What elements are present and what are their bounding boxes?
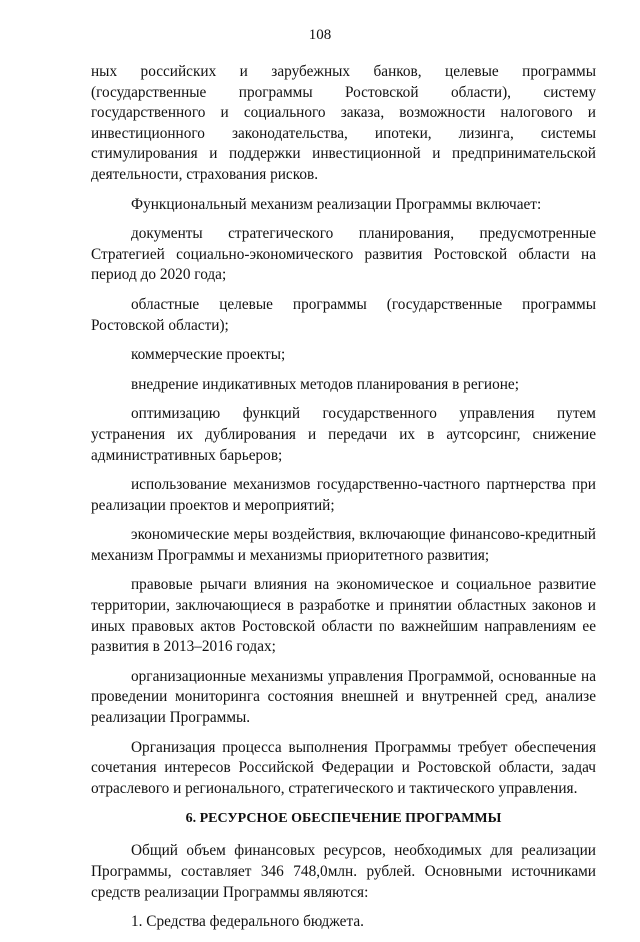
body-paragraph: использование механизмов государственно-частного партнерства при реализации проектов и мероприятий; bbox=[91, 476, 596, 514]
body-paragraph: ных российских и зарубежных банков, целевые программы (государственные программы Ростовской области), систему государственного и социального заказа, возможности налогового и инвестиционного законодательства, ипотеки, лизинга, системы стимулирования и поддержки инвестиционной и предпринимательской деятельности, страхования рисков. bbox=[91, 63, 596, 183]
page-body bbox=[91, 62, 596, 942]
section-heading: 6. РЕСУРСНОЕ ОБЕСПЕЧЕНИЕ ПРОГРАММЫ bbox=[185, 811, 502, 827]
body-paragraph: Организация процесса выполнения Программы требует обеспечения сочетания интересов Российской Федерации и Ростовской области, задач отраслевого и регионального, стратегического и тактического управления. bbox=[91, 738, 596, 797]
body-paragraph: Общий объем финансовых ресурсов, необходимых для реализации Программы, составляет 346 748,0млн. рублей. Основными источниками средств реализации Программы являются: bbox=[91, 842, 596, 901]
body-paragraph: коммерческие проекты; bbox=[131, 346, 286, 364]
body-paragraph: экономические меры воздействия, включающие финансово-кредитный механизм Программы и механизмы приоритетного развития; bbox=[91, 526, 596, 564]
body-paragraph: областные целевые программы (государственные программы Ростовской области); bbox=[91, 295, 596, 334]
paragraphs-before-section bbox=[91, 62, 596, 799]
body-paragraph: внедрение индикативных методов планирования в регионе; bbox=[131, 375, 519, 393]
body-paragraph: правовые рычаги влияния на экономическое и социальное развитие территории, заключающиеся в разработке и принятии областных законов и иных правовых актов Ростовской области по важнейшим направлениям ее развития в 2013–2016 годах; bbox=[91, 576, 596, 656]
page-number: 108 bbox=[308, 27, 332, 43]
body-paragraph: Функциональный механизм реализации Программы включает: bbox=[131, 195, 542, 213]
body-paragraph: оптимизацию функций государственного управления путем устранения их дублирования и передачи их в аутсорсинг, снижение административных барьеров; bbox=[91, 405, 596, 464]
body-paragraph: организационные механизмы управления Программой, основанные на проведении мониторинга состояния внешней и внутренней сред, анализе реализации Программы. bbox=[91, 667, 596, 727]
body-paragraph: 1. Средства федерального бюджета. bbox=[131, 913, 364, 931]
body-paragraph: документы стратегического планирования, предусмотренные Стратегией социально-экономического развития Ростовской области на период до 2020 года; bbox=[91, 225, 596, 284]
paragraphs-after-section bbox=[91, 841, 596, 932]
